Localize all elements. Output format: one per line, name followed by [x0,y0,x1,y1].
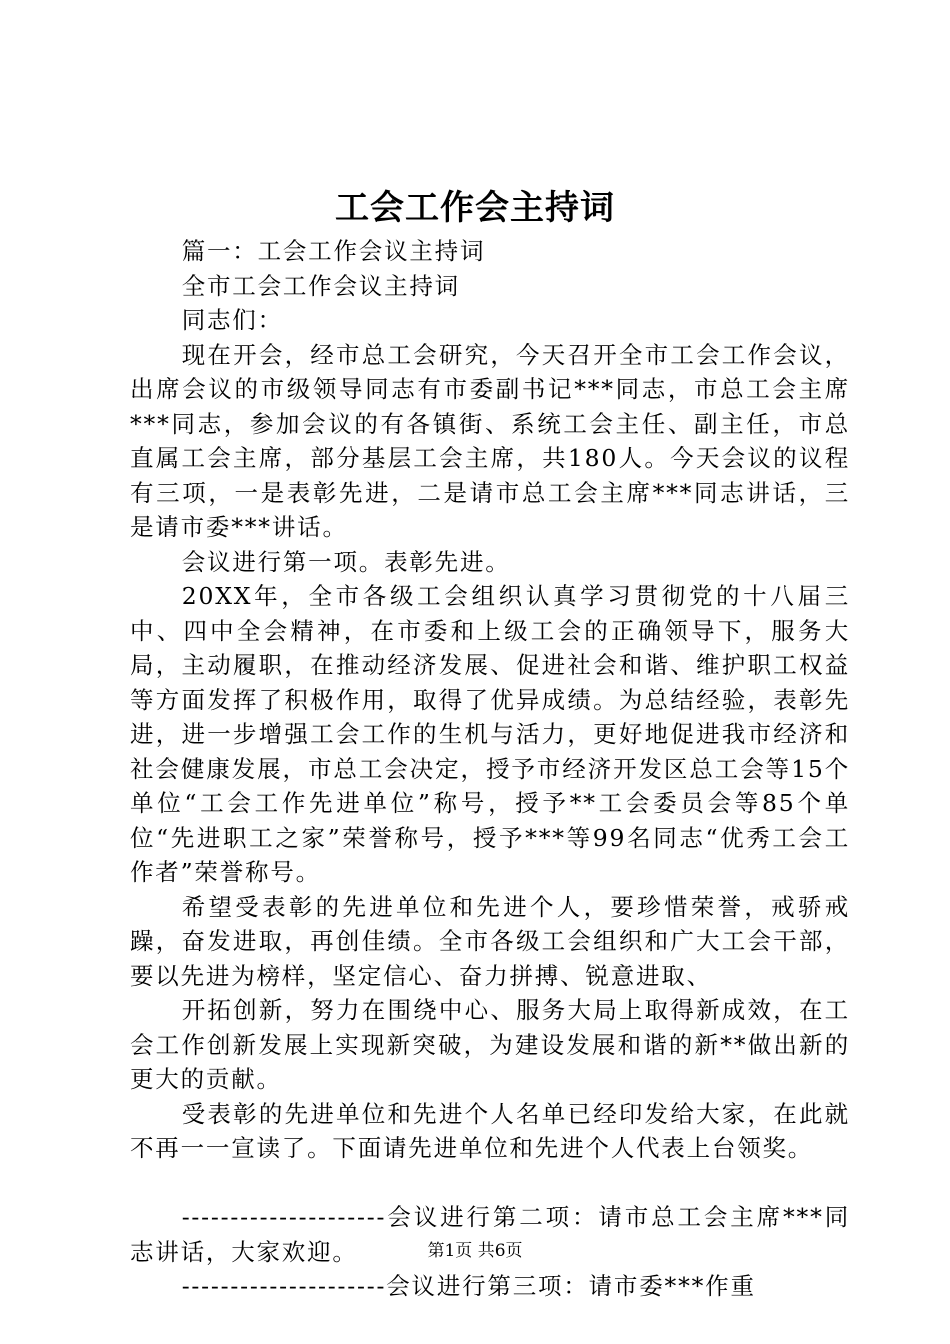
document-title: 工会工作会主持词 [335,188,615,228]
paragraph-subtitle: 全市工会工作会议主持词 [181,271,460,300]
paragraph-salutation: 同志们： [181,306,283,334]
paragraph-commendation: 20XX年，全市各级工会组织认真学习贯彻党的十八届三中、四中全会精神，在市委和上级工会的正确领导下，服务大局，主动履职，在推动经济发展、促进社会和谐、维护职工权益等方面发挥了积极作用，取得了优异成绩。为总结经验，表彰先进，进一步增强工会工作的生机与活力，更好地促进我市经济和社会健康发展，市总工会决定，授予市经济开发区总工会等15个单位“工会工作先进单位”称号，授予**工会委员会等85个单位“先进职工之家”荣誉称号，授予***等99名同志“优秀工会工作者”荣誉称号。 [130,582,850,886]
page-footer: 第1页 共6页 [427,1241,523,1261]
paragraph-section-heading: 篇一：工会工作会议主持词 [181,237,486,265]
paragraph-award-list: 受表彰的先进单位和先进个人名单已经印发给大家，在此就不再一一宣读了。下面请先进单位和先进个人代表上台领奖。 [130,1099,850,1162]
paragraph-hope: 希望受表彰的先进单位和先进个人，要珍惜荣誉，戒骄戒躁，奋发进取，再创佳绩。全市各级工会组织和广大工会干部，要以先进为榜样，坚定信心、奋力拼搏、锐意进取、 [130,892,850,990]
document-body [130,234,850,1304]
paragraph-blank [130,1166,850,1201]
paragraph-innovation: 开拓创新，努力在围绕中心、服务大局上取得新成效，在工会工作创新发展上实现新突破，为建设发展和谐的新**做出新的更大的贡献。 [130,996,850,1093]
paragraph-agenda-item-1: 会议进行第一项。表彰先进。 [181,547,511,576]
paragraph-agenda-item-2: ---------------------会议进行第二项：请市总工会主席***同志讲话，大家欢迎。 [130,1203,850,1266]
paragraph-agenda-item-3: ---------------------会议进行第三项：请市委***作重 [181,1272,756,1300]
paragraph-opening: 现在开会，经市总工会研究，今天召开全市工会工作会议，出席会议的市级领导同志有市委副书记***同志，市总工会主席***同志，参加会议的有各镇街、系统工会主任、副主任，市总直属工会主席，部分基层工会主席，共180人。今天会议的议程有三项，一是表彰先进，二是请市总工会主席***同志讲话，三是请市委***讲话。 [130,340,850,541]
